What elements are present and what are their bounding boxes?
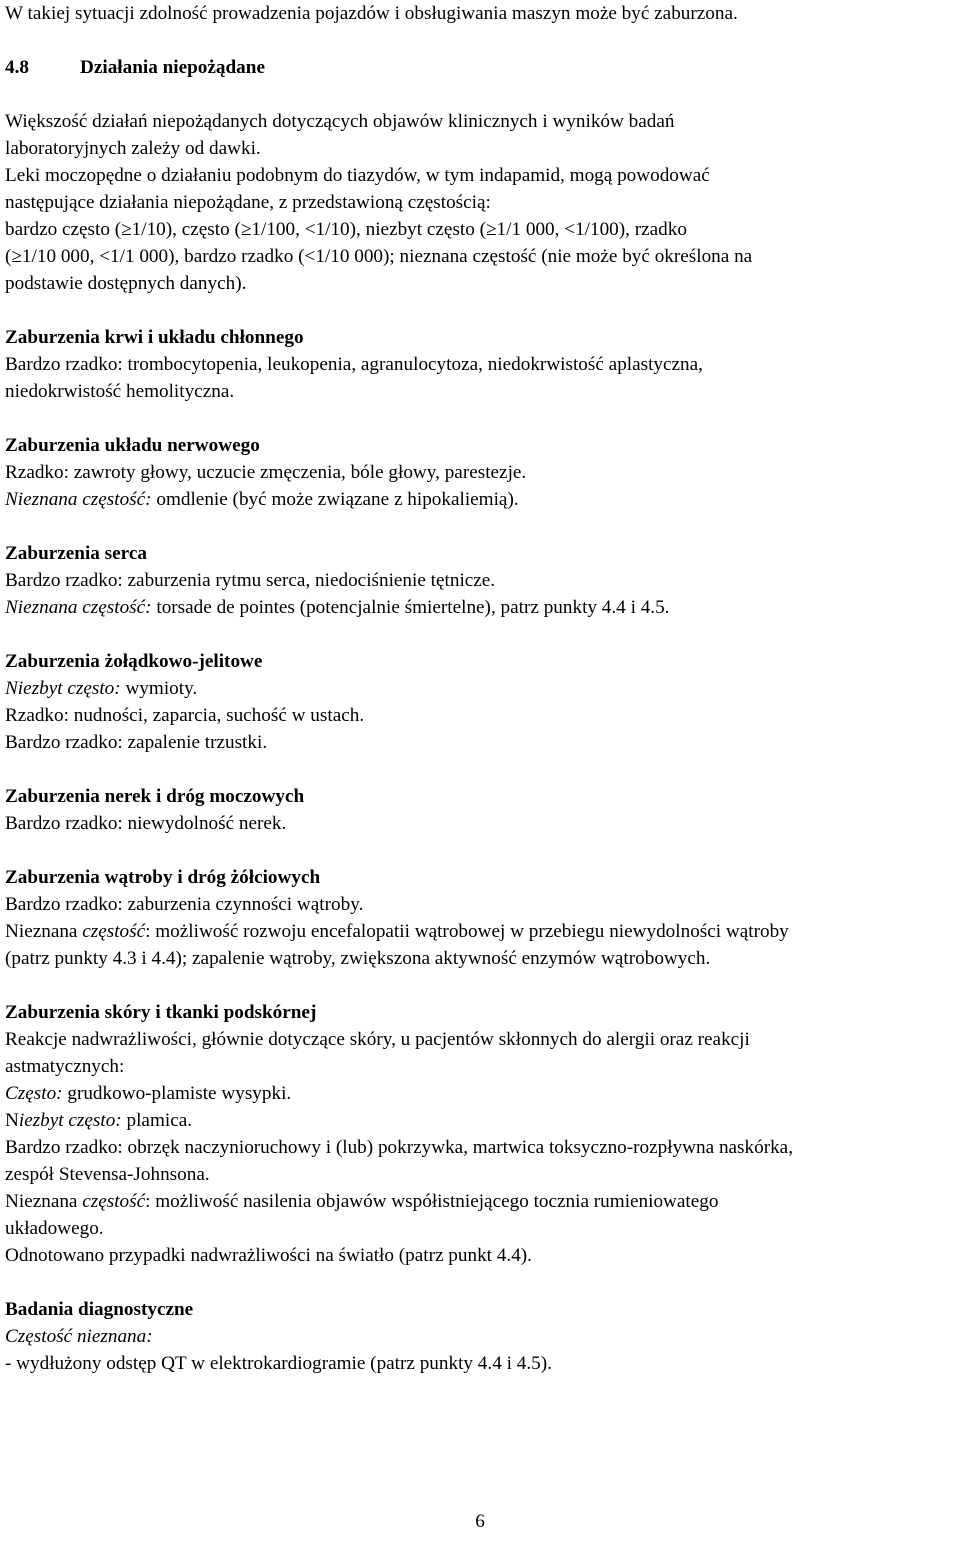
frequency-label: częstość (82, 1191, 146, 1212)
text-line: Rzadko: nudności, zaparcia, suchość w ustach. (5, 705, 365, 726)
text-line: Odnotowano przypadki nadwrażliwości na światło (patrz punkt 4.4). (5, 1245, 532, 1266)
text-line: - wydłużony odstęp QT w elektrokardiogramie (patrz punkty 4.4 i 4.5). (5, 1353, 552, 1374)
text-span: omdlenie (być może związane z hipokaliemią). (151, 489, 519, 510)
text-line: Bardzo rzadko: zaburzenia czynności wątroby. (5, 894, 364, 915)
subheading: Badania diagnostyczne (5, 1299, 194, 1320)
text-span: plamica. (121, 1110, 193, 1131)
text-line (5, 486, 957, 513)
text-line: układowego. (5, 1218, 104, 1239)
text-span: N (5, 1110, 19, 1131)
frequency-label: Częstość nieznana: (5, 1326, 153, 1347)
text-line (5, 594, 957, 621)
section-liver (5, 864, 957, 972)
text-line: Leki moczopędne o działaniu podobnym do tiazydów, w tym indapamid, mogą powodować (5, 165, 710, 186)
text-line (5, 675, 957, 702)
text-line: Reakcje nadwrażliwości, głównie dotyczące skóry, u pacjentów skłonnych do alergii oraz reakcji (5, 1029, 750, 1050)
text-line: następujące działania niepożądane, z przedstawioną częstością: (5, 192, 491, 213)
section-diagnostic (5, 1296, 957, 1377)
frequency-label: Nieznana częstość: (5, 489, 152, 510)
text-line: (≥1/10 000, <1/1 000), bardzo rzadko (<1/10 000); nieznana częstość (nie może być określona na (5, 246, 753, 267)
frequency-label: Niezbyt często: (5, 678, 121, 699)
text-line: bardzo często (≥1/10), często (≥1/100, <1/10), niezbyt często (≥1/1 000, <1/100), rzadko (5, 219, 687, 240)
text-span: Nieznana (5, 1191, 83, 1212)
text-line: astmatycznych: (5, 1056, 125, 1077)
document-page (5, 0, 957, 1377)
subheading: Zaburzenia skóry i tkanki podskórnej (5, 1002, 317, 1023)
text-span: : możliwość nasilenia objawów współistniejącego tocznia rumieniowatego (145, 1191, 719, 1212)
text-line (5, 1107, 957, 1134)
subheading: Zaburzenia układu nerwowego (5, 435, 260, 456)
subheading: Zaburzenia serca (5, 543, 147, 564)
text-span: torsade de pointes (potencjalnie śmiertelne), patrz punkty 4.4 i 4.5. (151, 597, 670, 618)
section-title: Działania niepożądane (80, 57, 265, 78)
frequency-label: częstość (82, 921, 146, 942)
section-skin (5, 999, 957, 1269)
section-heading (5, 54, 957, 81)
text-line: Bardzo rzadko: trombocytopenia, leukopenia, agranulocytoza, niedokrwistość aplastyczna, (5, 354, 703, 375)
frequency-label: iezbyt często: (18, 1110, 122, 1131)
subheading: Zaburzenia nerek i dróg moczowych (5, 786, 305, 807)
section-blood (5, 324, 957, 405)
frequency-label: Nieznana częstość: (5, 597, 152, 618)
frequency-label: Często: (5, 1083, 63, 1104)
text-line (5, 1188, 957, 1215)
subheading: Zaburzenia żołądkowo-jelitowe (5, 651, 263, 672)
paragraph-frequency-definitions (5, 162, 957, 297)
text-line: zespół Stevensa-Johnsona. (5, 1164, 210, 1185)
section-nervous-system (5, 432, 957, 513)
section-number: 4.8 (5, 57, 29, 78)
subheading: Zaburzenia krwi i układu chłonnego (5, 327, 304, 348)
text-line: Bardzo rzadko: zapalenie trzustki. (5, 732, 268, 753)
text-line: Rzadko: zawroty głowy, uczucie zmęczenia, bóle głowy, parestezje. (5, 462, 527, 483)
text-line: laboratoryjnych zależy od dawki. (5, 138, 261, 159)
text-line (5, 918, 957, 945)
text-span: grudkowo-plamiste wysypki. (62, 1083, 292, 1104)
text-line: Bardzo rzadko: obrzęk naczynioruchowy i (lub) pokrzywka, martwica toksyczno-rozpływna naskórka, (5, 1137, 793, 1158)
text-line: Bardzo rzadko: zaburzenia rytmu serca, niedociśnienie tętnicze. (5, 570, 496, 591)
intro-line: W takiej sytuacji zdolność prowadzenia pojazdów i obsługiwania maszyn może być zaburzona. (5, 3, 738, 24)
text-span: : możliwość rozwoju encefalopatii wątrobowej w przebiegu niewydolności wątroby (145, 921, 789, 942)
paragraph-dose-dependence (5, 108, 957, 162)
section-heart (5, 540, 957, 621)
subheading: Zaburzenia wątroby i dróg żółciowych (5, 867, 321, 888)
text-line: niedokrwistość hemolityczna. (5, 381, 235, 402)
text-span: wymioty. (120, 678, 198, 699)
section-gastrointestinal (5, 648, 957, 756)
text-line: Bardzo rzadko: niewydolność nerek. (5, 813, 287, 834)
text-span: Nieznana (5, 921, 83, 942)
text-line: Większość działań niepożądanych dotyczących objawów klinicznych i wyników badań (5, 111, 675, 132)
page-number: 6 (475, 1511, 485, 1532)
text-line (5, 1080, 957, 1107)
section-kidney (5, 783, 957, 837)
text-line: (patrz punkty 4.3 i 4.4); zapalenie wątroby, zwiększona aktywność enzymów wątrobowych. (5, 948, 711, 969)
text-line: podstawie dostępnych danych). (5, 273, 247, 294)
